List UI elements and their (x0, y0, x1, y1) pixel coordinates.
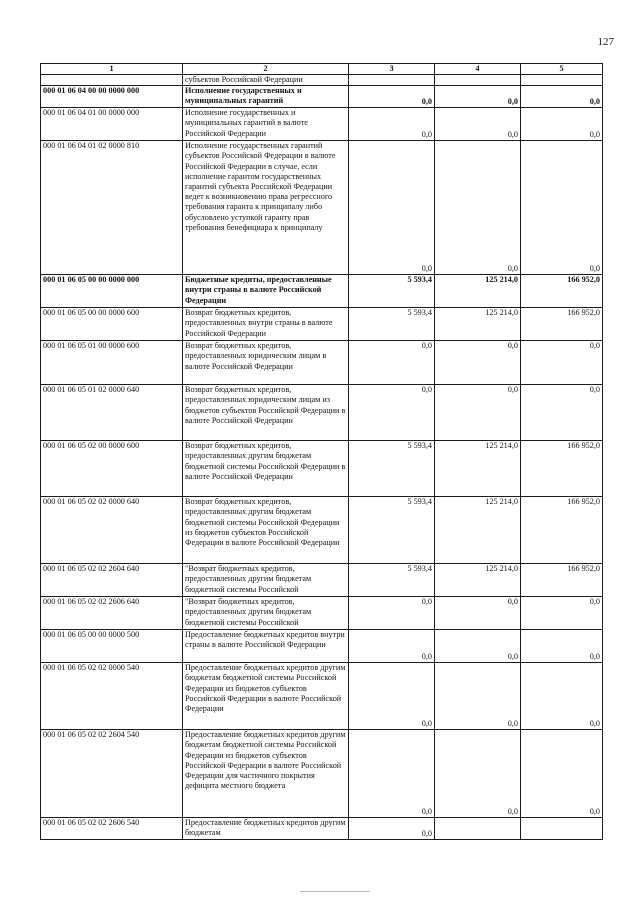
value-cell-3: 0,0 (349, 108, 435, 141)
value-cell-3: 0,0 (349, 630, 435, 663)
code-cell: 000 01 06 05 02 00 0000 600 (41, 441, 183, 497)
code-cell: 000 01 06 05 01 00 0000 600 (41, 341, 183, 385)
code-cell (41, 75, 183, 86)
table-row (41, 730, 603, 818)
name-cell: субъектов Российской Федерации (183, 75, 349, 86)
column-header-4: 4 (435, 64, 521, 75)
value-cell-4: 0,0 (435, 141, 521, 275)
name-cell: "Возврат бюджетных кредитов, предоставленных другим бюджетам бюджетной системы Российской (183, 597, 349, 630)
value-cell-3: 0,0 (349, 341, 435, 385)
value-cell-4: 0,0 (435, 385, 521, 441)
value-cell-5: 0,0 (521, 630, 603, 663)
value-cell-4: 125 214,0 (435, 275, 521, 308)
value-cell-5 (521, 75, 603, 86)
value-cell-4 (435, 818, 521, 840)
table-header-row (41, 64, 603, 75)
column-header-1: 1 (41, 64, 183, 75)
budget-table (40, 63, 603, 840)
name-cell: Возврат бюджетных кредитов, предоставленных другим бюджетам бюджетной системы Российской Федерации из бюджетов субъектов Российской Федерации в валюте Российской Федерации (183, 497, 349, 564)
scan-mark (300, 891, 370, 892)
code-cell: 000 01 06 05 02 02 2604 540 (41, 730, 183, 818)
table-row (41, 564, 603, 597)
value-cell-4: 0,0 (435, 341, 521, 385)
value-cell-3: 0,0 (349, 141, 435, 275)
value-cell-3: 5 593,4 (349, 275, 435, 308)
name-cell: Возврат бюджетных кредитов, предоставленных юридическим лицам из бюджетов субъектов Российской Федерации в валюте Российской Федерации (183, 385, 349, 441)
code-cell: 000 01 06 05 01 02 0000 640 (41, 385, 183, 441)
value-cell-3: 0,0 (349, 385, 435, 441)
code-cell: 000 01 06 05 02 02 0000 640 (41, 497, 183, 564)
table-row (41, 497, 603, 564)
value-cell-5: 166 952,0 (521, 308, 603, 341)
value-cell-3: 0,0 (349, 818, 435, 840)
name-cell: Возврат бюджетных кредитов, предоставленных другим бюджетам бюджетной системы Российской Федерации в валюте Российской Федерации (183, 441, 349, 497)
value-cell-5: 0,0 (521, 385, 603, 441)
code-cell: 000 01 06 04 00 00 0000 000 (41, 86, 183, 108)
name-cell: "Возврат бюджетных кредитов, предоставленных другим бюджетам бюджетной системы Российской (183, 564, 349, 597)
table-row (41, 86, 603, 108)
table-row (41, 597, 603, 630)
table-row (41, 308, 603, 341)
page-number: 127 (597, 36, 614, 48)
value-cell-3: 0,0 (349, 597, 435, 630)
table-row (41, 108, 603, 141)
name-cell: Предоставление бюджетных кредитов другим бюджетам бюджетной системы Российской Федерации из бюджетов субъектов Российской Федерации в валюте Российской Федерации для частичного покрытия дефицита местного бюджета (183, 730, 349, 818)
table-row (41, 385, 603, 441)
table-row (41, 341, 603, 385)
value-cell-3: 5 593,4 (349, 308, 435, 341)
value-cell-3 (349, 75, 435, 86)
name-cell: Предоставление бюджетных кредитов другим бюджетам (183, 818, 349, 840)
name-cell: Исполнение государственных и муниципальных гарантий (183, 86, 349, 108)
value-cell-3: 5 593,4 (349, 441, 435, 497)
value-cell-5: 0,0 (521, 341, 603, 385)
code-cell: 000 01 06 05 00 00 0000 600 (41, 308, 183, 341)
value-cell-4: 0,0 (435, 630, 521, 663)
code-cell: 000 01 06 05 02 02 2606 640 (41, 597, 183, 630)
table-row (41, 275, 603, 308)
value-cell-4: 125 214,0 (435, 497, 521, 564)
value-cell-5: 166 952,0 (521, 441, 603, 497)
value-cell-4: 0,0 (435, 86, 521, 108)
column-header-2: 2 (183, 64, 349, 75)
value-cell-4: 125 214,0 (435, 564, 521, 597)
value-cell-5: 0,0 (521, 86, 603, 108)
name-cell: Предоставление бюджетных кредитов внутри страны в валюте Российской Федерации (183, 630, 349, 663)
value-cell-5: 0,0 (521, 730, 603, 818)
table-row (41, 141, 603, 275)
table-row (41, 75, 603, 86)
name-cell: Возврат бюджетных кредитов, предоставленных внутри страны в валюте Российской Федерации (183, 308, 349, 341)
code-cell: 000 01 06 04 01 00 0000 000 (41, 108, 183, 141)
column-header-5: 5 (521, 64, 603, 75)
table-row (41, 630, 603, 663)
value-cell-4 (435, 75, 521, 86)
table-row (41, 441, 603, 497)
code-cell: 000 01 06 05 02 02 0000 540 (41, 663, 183, 730)
value-cell-3: 5 593,4 (349, 497, 435, 564)
name-cell: Исполнение государственных и муниципальных гарантий в валюте Российской Федерации (183, 108, 349, 141)
name-cell: Исполнение государственных гарантий субъектов Российской Федерации в валюте Российской Федерации в случае, если исполнение гарантом государственных гарантий субъекта Российской Федерации ведет к возникновению права регрессного требования гаранта к принципалу либо обусловлено уступкой гаранту прав требования бенефициара к принципалу (183, 141, 349, 275)
value-cell-3: 0,0 (349, 663, 435, 730)
value-cell-5: 0,0 (521, 108, 603, 141)
value-cell-5: 0,0 (521, 597, 603, 630)
code-cell: 000 01 06 04 01 02 0000 810 (41, 141, 183, 275)
name-cell: Предоставление бюджетных кредитов другим бюджетам бюджетной системы Российской Федерации из бюджетов субъектов Российской Федерации в валюте Российской Федерации (183, 663, 349, 730)
table-row (41, 818, 603, 840)
code-cell: 000 01 06 05 00 00 0000 500 (41, 630, 183, 663)
table-body (41, 75, 603, 840)
value-cell-5: 0,0 (521, 141, 603, 275)
table-row (41, 663, 603, 730)
code-cell: 000 01 06 05 02 02 2606 540 (41, 818, 183, 840)
value-cell-4: 125 214,0 (435, 441, 521, 497)
value-cell-4: 0,0 (435, 108, 521, 141)
value-cell-5: 166 952,0 (521, 497, 603, 564)
value-cell-3: 0,0 (349, 730, 435, 818)
value-cell-4: 125 214,0 (435, 308, 521, 341)
value-cell-4: 0,0 (435, 663, 521, 730)
name-cell: Бюджетные кредиты, предоставленные внутри страны в валюте Российской Федерации (183, 275, 349, 308)
value-cell-3: 0,0 (349, 86, 435, 108)
value-cell-4: 0,0 (435, 597, 521, 630)
value-cell-4: 0,0 (435, 730, 521, 818)
value-cell-5: 166 952,0 (521, 564, 603, 597)
value-cell-5: 166 952,0 (521, 275, 603, 308)
column-header-3: 3 (349, 64, 435, 75)
code-cell: 000 01 06 05 02 02 2604 640 (41, 564, 183, 597)
value-cell-3: 5 593,4 (349, 564, 435, 597)
value-cell-5 (521, 818, 603, 840)
name-cell: Возврат бюджетных кредитов, предоставленных юридическим лицам в валюте Российской Федерации (183, 341, 349, 385)
code-cell: 000 01 06 05 00 00 0000 000 (41, 275, 183, 308)
value-cell-5: 0,0 (521, 663, 603, 730)
